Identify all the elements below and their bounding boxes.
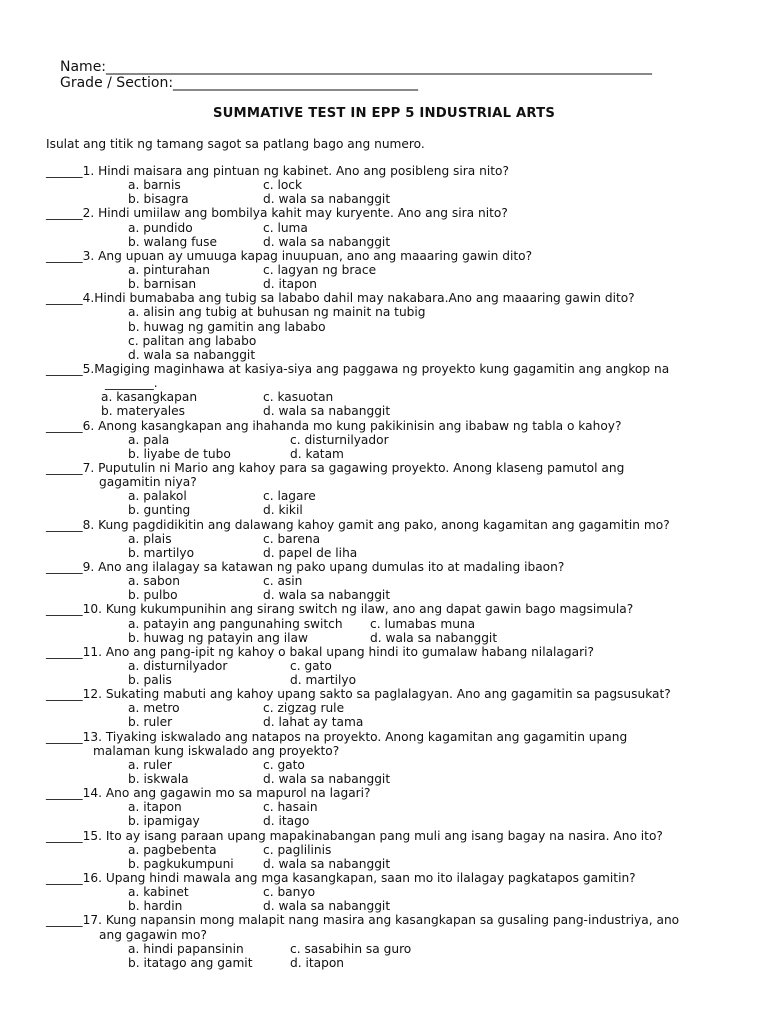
choice-row — [46, 588, 746, 602]
choice-row — [46, 277, 746, 291]
question-text: ________. — [105, 376, 158, 391]
choice: c. hasain — [263, 800, 318, 815]
answer-blank: ______ — [46, 687, 83, 702]
question-text: 13. Tiyaking iskwalado ang natapos na proyekto. Anong kagamitan ang gagamitin upang — [82, 729, 628, 744]
question-list — [46, 164, 746, 970]
choice: b. gunting — [128, 503, 191, 518]
choice: c. lock — [263, 178, 303, 193]
choice: c. barena — [263, 531, 321, 546]
choice: a. kasangkapan — [101, 390, 198, 405]
question-12 — [46, 687, 746, 701]
choice: a. patayin ang pangunahing switch — [128, 616, 343, 631]
choice-row — [46, 857, 746, 871]
answer-blank: ______ — [46, 517, 83, 532]
choice: a. disturnilyador — [128, 658, 228, 673]
choice: c. asin — [263, 574, 303, 589]
choice: c. zigzag rule — [263, 701, 345, 716]
choice: c. palitan ang lababo — [128, 333, 257, 348]
choice: b. iskwala — [128, 772, 189, 787]
choice: d. wala sa nabanggit — [263, 234, 391, 249]
question-text: 12. Sukating mabuti ang kahoy upang sakto sa paglalagyan. Ano ang gagamitin sa pagsusukat? — [82, 687, 671, 702]
question-5 — [46, 362, 746, 376]
choice: b. ruler — [128, 715, 173, 730]
choice: a. pagbebenta — [128, 842, 217, 857]
question-text: 5.Magiging maginhawa at kasiya-siya ang paggawa ng proyekto kung gagamitin ang angkop na — [82, 361, 670, 376]
question-text: 11. Ano ang pang-ipit ng kahoy o bakal upang hindi ito gumalaw habang nilalagari? — [82, 644, 594, 659]
choice: b. huwag ng patayin ang ilaw — [128, 630, 308, 645]
choice-row — [46, 899, 746, 913]
choice-row — [46, 956, 746, 970]
choice: a. pala — [128, 432, 170, 447]
name-field-line: Name:______________________________________________________________________________ — [60, 59, 653, 75]
question-text: 4.Hindi bumababa ang tubig sa lababo dahil may nakabara.Ano ang maaaring gawin dito? — [82, 291, 635, 306]
choice: c. sasabihin sa guro — [290, 941, 412, 956]
choice-row — [46, 715, 746, 729]
question-text: 14. Ano ang gagawin mo sa mapurol na lagari? — [82, 786, 371, 801]
choice: d. wala sa nabanggit — [263, 192, 391, 207]
question-text: malaman kung iskwalado ang proyekto? — [93, 743, 340, 758]
answer-blank: ______ — [46, 206, 83, 221]
choice: b. martilyo — [128, 545, 195, 560]
answer-blank: ______ — [46, 828, 83, 843]
question-17 — [46, 913, 746, 927]
choice: c. paglilinis — [263, 842, 332, 857]
answer-blank: ______ — [46, 644, 83, 659]
choice: a. plais — [128, 531, 172, 546]
question-9 — [46, 560, 746, 574]
choice-row — [46, 320, 746, 334]
choice: d. wala sa nabanggit — [263, 899, 391, 914]
choice-row — [46, 404, 746, 418]
question-text-continued — [46, 475, 746, 489]
choice-row — [46, 263, 746, 277]
choice-row — [46, 178, 746, 192]
answer-blank: ______ — [46, 361, 83, 376]
choice-row — [46, 192, 746, 206]
choice: b. pagkukumpuni — [128, 856, 234, 871]
choice: c. luma — [263, 220, 308, 235]
choice: d. wala sa nabanggit — [263, 588, 391, 603]
choice: a. ruler — [128, 757, 172, 772]
choice: a. alisin ang tubig at buhusan ng mainit na tubig — [128, 305, 426, 320]
question-text: 3. Ang upuan ay umuuga kapag inuupuan, ano ang maaaring gawin dito? — [82, 248, 533, 263]
choice: d. papel de liha — [263, 545, 358, 560]
choice-row — [46, 221, 746, 235]
choice: d. wala sa nabanggit — [263, 404, 391, 419]
question-text: 1. Hindi maisara ang pintuan ng kabinet. Ano ang posibleng sira nito? — [82, 164, 509, 178]
choice: b. huwag ng gamitin ang lababo — [128, 319, 326, 334]
answer-blank: ______ — [46, 602, 83, 617]
choice-row — [46, 390, 746, 404]
choice-row — [46, 617, 746, 631]
question-text: 17. Kung napansin mong malapit nang masira ang kasangkapan sa gusaling pang-industriya, ano — [82, 913, 680, 928]
question-text: 10. Kung kukumpunihin ang sirang switch ng ilaw, ano ang dapat gawin bago magsimula? — [82, 602, 634, 617]
choice: d. wala sa nabanggit — [370, 630, 498, 645]
question-text: 6. Anong kasangkapan ang ihahanda mo kung pakikinisin ang ibabaw ng tabla o kahoy? — [82, 418, 622, 433]
question-7 — [46, 461, 746, 475]
choice: a. itapon — [128, 800, 182, 815]
choice-row — [46, 772, 746, 786]
question-3 — [46, 249, 746, 263]
choice: c. lagyan ng brace — [263, 262, 377, 277]
choice: c. disturnilyador — [290, 432, 389, 447]
instructions: Isulat ang titik ng tamang sagot sa patlang bago ang numero. — [46, 137, 425, 151]
question-4 — [46, 291, 746, 305]
choice-row — [46, 574, 746, 588]
choice-row — [46, 433, 746, 447]
choice: d. wala sa nabanggit — [263, 856, 391, 871]
choice-row — [46, 546, 746, 560]
choice-row — [46, 800, 746, 814]
answer-blank: ______ — [46, 913, 83, 928]
choice: c. gato — [263, 757, 305, 772]
choice-row — [46, 673, 746, 687]
choice: a. pinturahan — [128, 262, 210, 277]
choice: d. itapon — [290, 955, 345, 970]
choice: c. lumabas muna — [370, 616, 476, 631]
answer-blank: ______ — [46, 291, 83, 306]
answer-blank: ______ — [46, 418, 83, 433]
choice: a. sabon — [128, 574, 180, 589]
choice: a. pundido — [128, 220, 193, 235]
question-16 — [46, 871, 746, 885]
choice-row — [46, 503, 746, 517]
answer-blank: ______ — [46, 786, 83, 801]
question-text: gagamitin niya? — [99, 475, 197, 490]
question-14 — [46, 786, 746, 800]
choice: c. kasuotan — [263, 390, 334, 405]
choice-row — [46, 305, 746, 319]
choice: d. lahat ay tama — [263, 715, 364, 730]
choice: d. kikil — [263, 503, 303, 518]
question-text-continued — [46, 744, 746, 758]
question-text: ang gagawin mo? — [99, 927, 207, 942]
question-text-continued — [46, 376, 746, 390]
question-10 — [46, 602, 746, 616]
choice: b. itatago ang gamit — [128, 955, 253, 970]
choice: d. itago — [263, 814, 310, 829]
question-15 — [46, 829, 746, 843]
choice: b. hardin — [128, 899, 183, 914]
choice: d. itapon — [263, 277, 318, 292]
question-8 — [46, 518, 746, 532]
choice-row — [46, 532, 746, 546]
choice: a. metro — [128, 701, 180, 716]
choice: b. walang fuse — [128, 234, 217, 249]
choice-row — [46, 348, 746, 362]
answer-blank: ______ — [46, 164, 83, 178]
choice-row — [46, 659, 746, 673]
choice: d. katam — [290, 446, 344, 461]
answer-blank: ______ — [46, 871, 83, 886]
answer-blank: ______ — [46, 729, 83, 744]
choice: a. palakol — [128, 489, 187, 504]
choice: a. barnis — [128, 178, 181, 193]
choice: b. ipamigay — [128, 814, 200, 829]
question-2 — [46, 206, 746, 220]
choice-row — [46, 631, 746, 645]
choice-row — [46, 758, 746, 772]
question-text-continued — [46, 928, 746, 942]
choice-row — [46, 843, 746, 857]
choice: b. pulbo — [128, 588, 178, 603]
answer-blank: ______ — [46, 460, 83, 475]
question-11 — [46, 645, 746, 659]
question-1 — [46, 164, 746, 178]
choice: c. lagare — [263, 489, 316, 504]
choice-row — [46, 235, 746, 249]
choice: d. wala sa nabanggit — [128, 347, 256, 362]
choice: b. bisagra — [128, 192, 189, 207]
choice: a. kabinet — [128, 885, 189, 900]
question-text: 2. Hindi umiilaw ang bombilya kahit may kuryente. Ano ang sira nito? — [82, 206, 508, 221]
answer-blank: ______ — [46, 248, 83, 263]
choice-row — [46, 701, 746, 715]
choice: b. materyales — [101, 404, 186, 419]
choice: c. banyo — [263, 885, 316, 900]
question-text: 16. Upang hindi mawala ang mga kasangkapan, saan mo ito ilalagay pagkatapos gamitin? — [82, 871, 636, 886]
question-text: 7. Puputulin ni Mario ang kahoy para sa gagawing proyekto. Anong klaseng pamutol ang — [82, 460, 625, 475]
choice-row — [46, 885, 746, 899]
choice-row — [46, 334, 746, 348]
question-text: 9. Ano ang ilalagay sa katawan ng pako upang dumulas ito at madaling ibaon? — [82, 559, 565, 574]
choice: d. wala sa nabanggit — [263, 772, 391, 787]
choice: b. palis — [128, 673, 172, 688]
answer-blank: ______ — [46, 559, 83, 574]
choice: b. barnisan — [128, 277, 197, 292]
question-text: 15. Ito ay isang paraan upang mapakinabangan pang muli ang isang bagay na nasira. Ano ito? — [82, 828, 663, 843]
question-text: 8. Kung pagdidikitin ang dalawang kahoy gamit ang pako, anong kagamitan ang gagamitin mo? — [82, 517, 670, 532]
choice-row — [46, 942, 746, 956]
question-13 — [46, 730, 746, 744]
choice: a. hindi papansinin — [128, 941, 244, 956]
choice: c. gato — [290, 658, 332, 673]
choice: b. liyabe de tubo — [128, 446, 231, 461]
grade-section-field-line: Grade / Section:___________________________________ — [60, 75, 419, 91]
choice-row — [46, 489, 746, 503]
choice-row — [46, 814, 746, 828]
page-title: SUMMATIVE TEST IN EPP 5 INDUSTRIAL ARTS — [212, 106, 556, 121]
choice: d. martilyo — [290, 673, 357, 688]
choice-row — [46, 447, 746, 461]
question-6 — [46, 419, 746, 433]
